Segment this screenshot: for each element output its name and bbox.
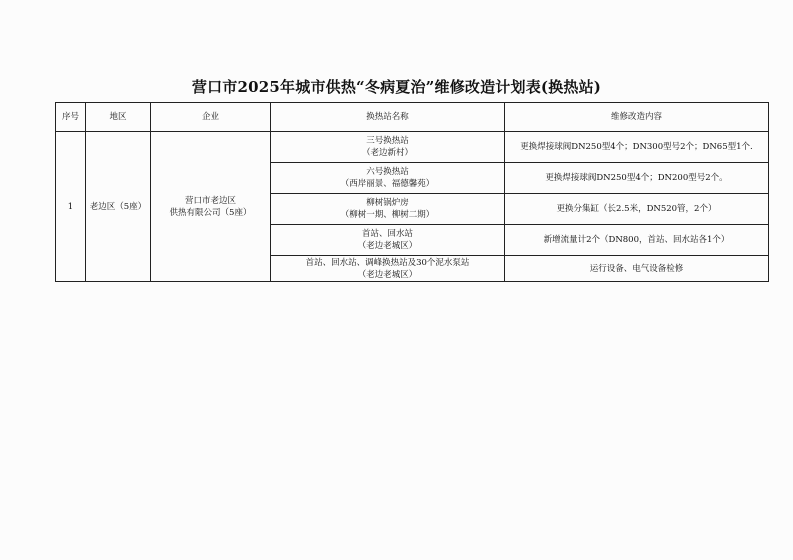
station-area: （老边老城区） bbox=[357, 241, 418, 251]
station-name-cell bbox=[271, 256, 505, 282]
station-name: 三号换热站 bbox=[366, 136, 409, 146]
maintenance-content-cell: 更换焊接球阀DN250型4个；DN300型号2个；DN65型1个. bbox=[505, 132, 769, 163]
company-name-line2: 供热有限公司（5座） bbox=[169, 207, 252, 218]
station-area: （柳树一期、柳树二期） bbox=[340, 210, 435, 220]
document-title: 营口市2025年城市供热“冬病夏治”维修改造计划表(换热站) bbox=[191, 78, 602, 96]
maintenance-content-cell: 运行设备、电气设备检修 bbox=[505, 256, 769, 282]
table-row bbox=[56, 132, 769, 163]
station-name-cell bbox=[271, 132, 505, 163]
maintenance-plan-table bbox=[55, 102, 769, 282]
company-cell bbox=[151, 132, 271, 282]
company-name-line1: 营口市老边区 bbox=[184, 195, 236, 206]
station-area: （西岸丽景、福德馨苑） bbox=[340, 179, 435, 189]
maintenance-content-cell: 更换焊接球阀DN250型4个；DN200型号2个。 bbox=[505, 163, 769, 194]
header-index: 序号 bbox=[56, 103, 86, 132]
station-name: 首站、回水站 bbox=[361, 229, 413, 239]
header-company: 企业 bbox=[151, 103, 271, 132]
table-header-row bbox=[56, 103, 769, 132]
header-maintenance-content: 维修改造内容 bbox=[505, 103, 769, 132]
header-station-name: 换热站名称 bbox=[271, 103, 505, 132]
station-name-cell bbox=[271, 225, 505, 256]
maintenance-content-cell: 更换分集缸（长2.5米，DN520管，2个） bbox=[505, 194, 769, 225]
district-cell: 老边区（5座） bbox=[86, 132, 151, 282]
maintenance-content-cell: 新增流量计2个（DN800，首站、回水站各1个） bbox=[505, 225, 769, 256]
station-area: （老边老城区） bbox=[357, 269, 418, 280]
station-name-cell bbox=[271, 194, 505, 225]
station-name: 首站、回水站、调峰换热站及30个泥水泵站 bbox=[305, 257, 470, 268]
row-index-cell: 1 bbox=[56, 132, 86, 282]
station-name-cell bbox=[271, 163, 505, 194]
station-area: （老边新村） bbox=[361, 148, 413, 158]
header-district: 地区 bbox=[86, 103, 151, 132]
station-name: 六号换热站 bbox=[366, 167, 409, 177]
station-name: 柳树锅炉房 bbox=[366, 198, 409, 208]
